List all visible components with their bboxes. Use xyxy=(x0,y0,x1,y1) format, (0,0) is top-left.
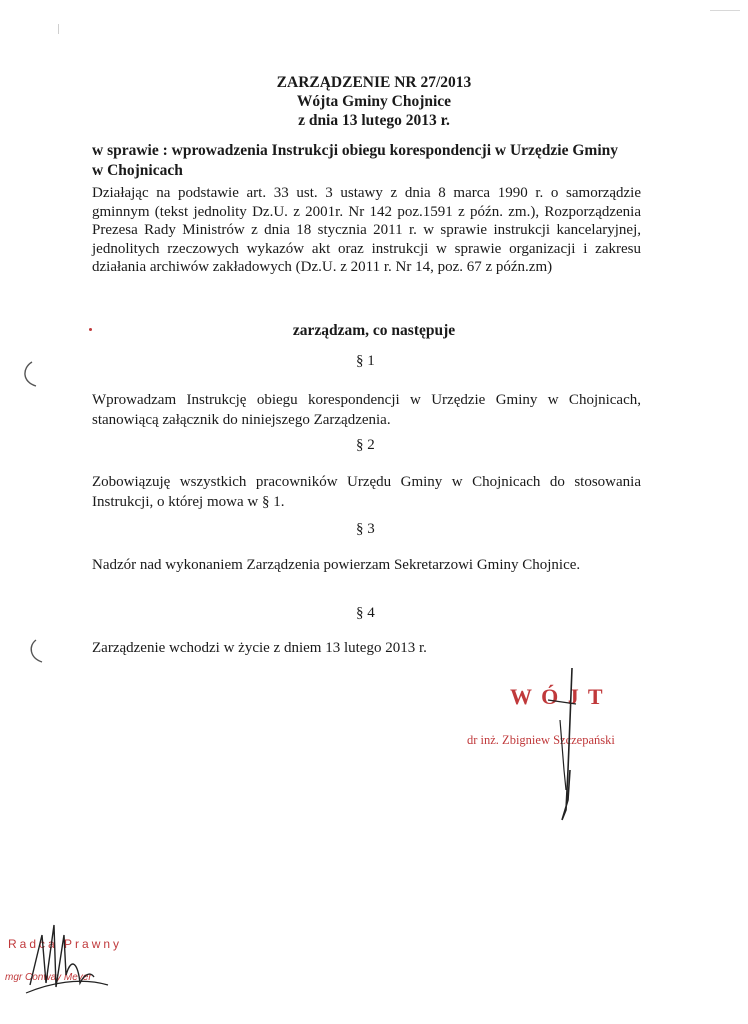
document-header xyxy=(0,73,748,130)
wojt-signature xyxy=(540,660,600,830)
stamp-name: dr inż. Zbigniew Szczepański xyxy=(467,733,615,747)
legal-stamp-line2: mgr Conway Meyer xyxy=(5,972,92,983)
paragraph-mark-1: § 1 xyxy=(356,353,375,369)
punch-hole-mark xyxy=(18,360,42,390)
header-date: z dnia 13 lutego 2013 r. xyxy=(298,112,450,129)
legal-stamp-line1: Radca Prawny xyxy=(8,937,123,951)
header-issuer: Wójta Gminy Chojnice xyxy=(296,93,452,110)
paragraph-text-1: Wprowadzam Instrukcję obiegu korespondencji w Urzędzie Gminy w Chojnicach, stanowiącą załącznik do niniejszego Zarządzenia. xyxy=(92,392,641,428)
stamp-title: W Ó J T xyxy=(510,684,605,709)
paragraph-text-3: Nadzór nad wykonaniem Zarządzenia powierzam Sekretarzowi Gminy Chojnice. xyxy=(92,557,581,573)
legal-basis: Działając na podstawie art. 33 ust. 3 ustawy z dnia 8 marca 1990 r. o samorządzie gminnym (tekst jednolity Dz.U. z 2001r. Nr 142 poz.1591 z późn. zm.), Rozporządzenia Prezesa Rady Ministrów z dnia 18 stycznia 2011 r. w sprawie instrukcji kancelaryjnej, jednolitych rzeczowych wykazów akt oraz instrukcji w sprawie organizacji i zakresu działania archiwów zakładowych (Dz.U. z 2011 r. Nr 14, poz. 67 z późn.zm) xyxy=(92,185,641,276)
scan-edge-line xyxy=(58,24,59,34)
paragraph-mark-4: § 4 xyxy=(356,605,375,621)
paragraph-text-4: Zarządzenie wchodzi w życie z dniem 13 lutego 2013 r. xyxy=(92,640,427,656)
legal-advisor-signature xyxy=(20,905,115,1000)
scan-edge-line xyxy=(710,10,740,11)
paragraph-text-2: Zobowiązuję wszystkich pracowników Urzędu Gminy w Chojnicach do stosowania Instrukcji, o której mowa w § 1. xyxy=(92,474,641,510)
paragraph-mark-3: § 3 xyxy=(356,521,375,537)
punch-hole-mark xyxy=(24,638,48,668)
decree-heading: zarządzam, co następuje xyxy=(292,322,456,339)
document-subject: w sprawie : wprowadzenia Instrukcji obiegu korespondencji w Urzędzie Gminy w Chojnicach xyxy=(92,142,618,179)
header-title: ZARZĄDZENIE NR 27/2013 xyxy=(276,74,472,91)
paragraph-mark-2: § 2 xyxy=(356,437,375,453)
ink-dot xyxy=(89,328,92,331)
